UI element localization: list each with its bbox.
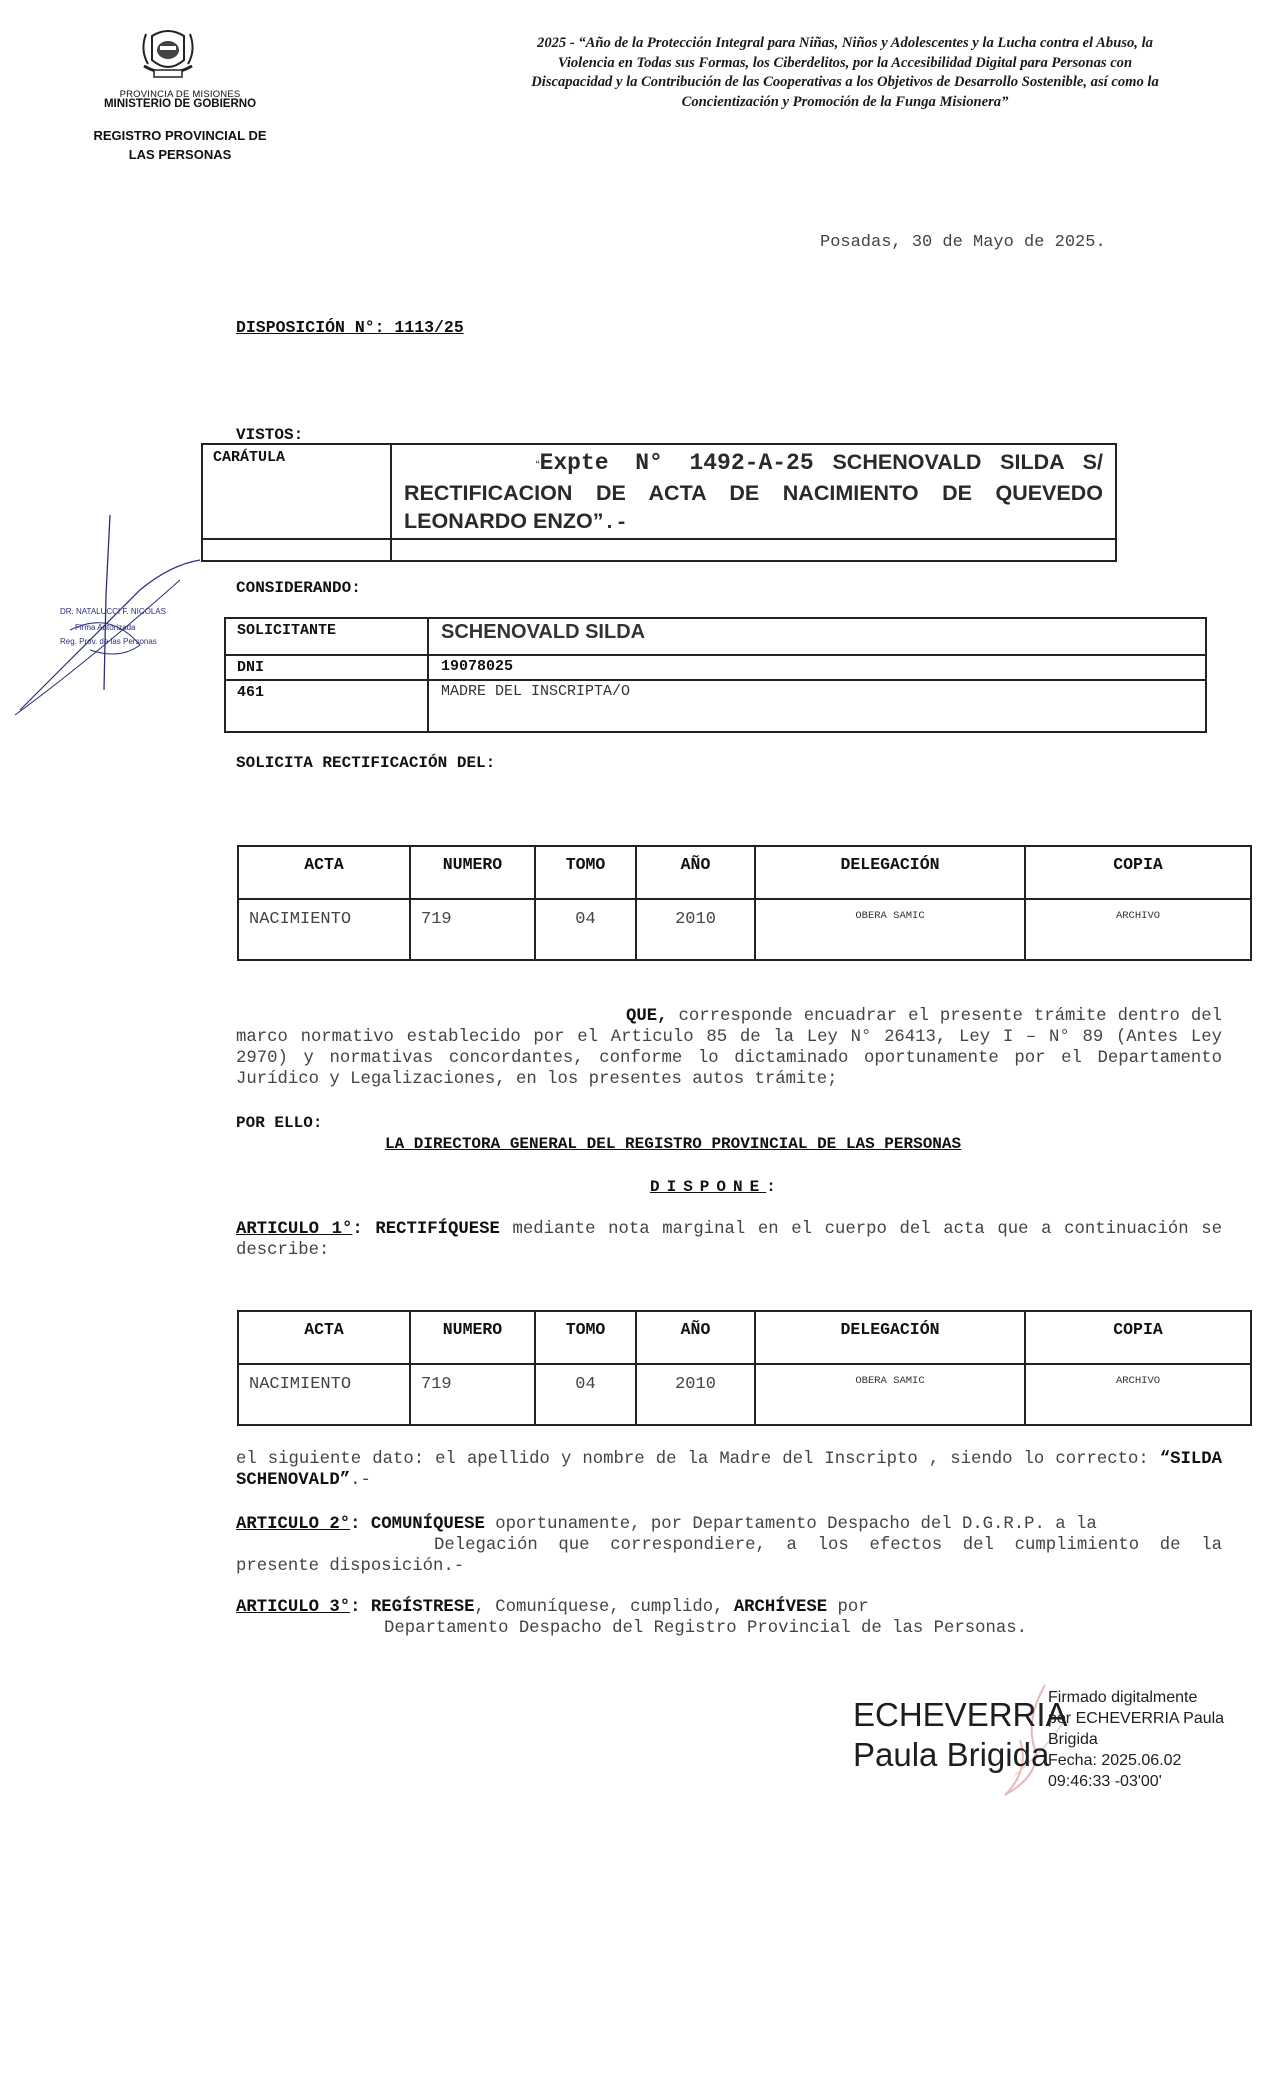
caratula-tail: .- [603, 512, 628, 535]
articulo-3 [236, 1597, 1222, 1639]
dispone-heading [650, 1178, 776, 1196]
cell-anio: 2010 [636, 899, 755, 960]
articulo-3-colon: : [350, 1598, 361, 1617]
applicant-key: SOLICITANTE [225, 618, 428, 655]
cell-tomo: 04 [535, 1364, 636, 1425]
articulo-2-colon: : [350, 1515, 361, 1534]
header-anio: AÑO [636, 1311, 755, 1364]
signature-info-line: Fecha: 2025.06.02 [1048, 1752, 1182, 1769]
articulo-2-text2: Delegación que correspondiere, a los efectos del cumplimiento de la presente disposición.- [236, 1536, 1222, 1576]
articulo-3-verb1: REGÍSTRESE [370, 1598, 475, 1617]
que-lead: QUE, [626, 1007, 668, 1026]
stamp-line2: Firma Autorizada [75, 623, 136, 632]
place-date: Posadas, 30 de Mayo de 2025. [820, 233, 1106, 252]
signer-given-name: Paula Brigida [853, 1736, 1050, 1773]
ministry-name: MINISTERIO DE GOBIERNO [103, 98, 257, 110]
registry-name [70, 126, 290, 164]
disposition-number: DISPOSICIÓN N°: 1113/25 [236, 318, 464, 337]
dni-value: 19078025 [428, 655, 1206, 680]
articulo-3-text1: , Comuníquese, cumplido, [474, 1598, 734, 1617]
articulo-1-colon: : [352, 1220, 363, 1239]
acta-table-rectify [237, 1310, 1252, 1426]
por-ello-label: POR ELLO: [236, 1114, 323, 1132]
signer-name [853, 1695, 1068, 1775]
stamp-line1: DR. NATALUCCI F. NICOLAS [60, 607, 166, 616]
dato-correct: “SILDA SCHENOVALD” [236, 1450, 1222, 1490]
articulo-2-label: ARTICULO 2° [236, 1515, 351, 1534]
signer-surname: ECHEVERRIA [853, 1696, 1068, 1733]
considerando-label: CONSIDERANDO: [236, 579, 361, 597]
signature-info-line: Brigida [1048, 1731, 1098, 1748]
dispone-colon: : [766, 1178, 776, 1196]
caratula-label: CARÁTULA [202, 444, 391, 539]
registry-name-line2: LAS PERSONAS [128, 147, 232, 162]
dato-tail: .- [350, 1471, 371, 1490]
header-copia: COPIA [1025, 1311, 1251, 1364]
articulo-2-text1: oportunamente, por Departamento Despacho del D.G.R.P. a la [484, 1515, 1097, 1534]
applicant-table [224, 617, 1207, 733]
registry-name-line1: REGISTRO PROVINCIAL DE [93, 128, 267, 143]
caratula-empty-cell [202, 539, 391, 561]
que-paragraph [236, 1006, 1222, 1090]
relation-key: 461 [225, 680, 428, 732]
cell-numero: 719 [410, 899, 535, 960]
articulo-2 [236, 1514, 1222, 1577]
signature-info-line: Firmado digitalmente [1048, 1689, 1198, 1706]
header-acta: ACTA [238, 846, 410, 899]
articulo-1-label: ARTICULO 1° [236, 1220, 353, 1239]
caratula-empty-cell [391, 539, 1116, 561]
caratula-value [391, 444, 1116, 539]
stamp-line3: Reg. Prov. de las Personas [60, 637, 157, 646]
cell-copia: ARCHIVO [1025, 1364, 1251, 1425]
signature-info-line: 09:46:33 -03'00' [1048, 1773, 1162, 1790]
dato-paragraph [236, 1449, 1222, 1491]
caratula-open-quote: “ [535, 458, 540, 472]
signature-info-line: por ECHEVERRIA Paula [1048, 1710, 1225, 1727]
articulo-1-text: mediante nota marginal en el cuerpo del acta que a continuación se describe: [236, 1220, 1222, 1260]
dato-text: el siguiente dato: el apellido y nombre de la Madre del Inscripto , siendo lo correcto: [236, 1450, 1160, 1469]
header-tomo: TOMO [535, 1311, 636, 1364]
provincial-seal-icon [138, 26, 198, 84]
cell-copia: ARCHIVO [1025, 899, 1251, 960]
header-acta: ACTA [238, 1311, 410, 1364]
authority-title: LA DIRECTORA GENERAL DEL REGISTRO PROVINCIAL DE LAS PERSONAS [385, 1135, 962, 1153]
year-motto: 2025 - “Año de la Protección Integral para Niñas, Niños y Adolescentes y la Lucha contra el Abuso, la Violencia en Todas sus Formas, los Ciberdelitos, por la Accesibilidad Digital para Personas con Discapacidad y la Contribución de las Cooperativas a los Objetivos de Desarrollo Sostenible, así como la Concientización y Promoción de la Funga Misionera” [531, 35, 1159, 110]
articulo-1 [236, 1219, 1222, 1261]
articulo-3-label: ARTICULO 3° [236, 1598, 351, 1617]
header-delegacion: DELEGACIÓN [755, 1311, 1025, 1364]
header-anio: AÑO [636, 846, 755, 899]
vistos-label: VISTOS: [236, 426, 304, 444]
header-tomo: TOMO [535, 846, 636, 899]
relation-value: MADRE DEL INSCRIPTA/O [428, 680, 1206, 732]
cell-acta: NACIMIENTO [238, 1364, 410, 1425]
cell-acta: NACIMIENTO [238, 899, 410, 960]
cell-delegacion: OBERA SAMIC [755, 899, 1025, 960]
dispone-word: DISPONE [650, 1178, 767, 1196]
articulo-3-verb2: ARCHÍVESE [733, 1598, 828, 1617]
cell-delegacion: OBERA SAMIC [755, 1364, 1025, 1425]
articulo-3-text3: Departamento Despacho del Registro Provincial de las Personas. [384, 1619, 1027, 1638]
cell-numero: 719 [410, 1364, 535, 1425]
caratula-table [201, 443, 1117, 562]
articulo-2-verb: COMUNÍQUESE [370, 1515, 485, 1534]
que-text: corresponde encuadrar el presente trámite dentro del marco normativo establecido por el Articulo 85 de la Ley N° 26413, Ley I – N° 89 (Antes Ley 2970) y normativas concordantes, conforme lo dictaminado oportunamente por el Departamento Jurídico y Legalizaciones, en los presentes autos trámite; [236, 1007, 1222, 1089]
articulo-3-text2: por [827, 1598, 869, 1617]
cell-tomo: 04 [535, 899, 636, 960]
handwritten-signature-stamp [10, 510, 210, 720]
header-copia: COPIA [1025, 846, 1251, 899]
caratula-text: SCHENOVALD SILDA S/ RECTIFICACION DE ACTA DE NACIMIENTO DE QUEVEDO LEONARDO ENZO” [404, 450, 1103, 533]
signature-info [1048, 1687, 1258, 1792]
articulo-1-verb: RECTIFÍQUESE [375, 1220, 500, 1239]
header-numero: NUMERO [410, 846, 535, 899]
acta-table-request [237, 845, 1252, 961]
cell-anio: 2010 [636, 1364, 755, 1425]
applicant-name: SCHENOVALD SILDA [428, 618, 1206, 655]
solicita-label: SOLICITA RECTIFICACIÓN DEL: [236, 754, 496, 772]
province-name: PROVINCIA DE MISIONES [119, 89, 241, 100]
header-numero: NUMERO [410, 1311, 535, 1364]
caratula-expte: Expte N° 1492-A-25 [539, 450, 814, 476]
header-delegacion: DELEGACIÓN [755, 846, 1025, 899]
dni-key: DNI [225, 655, 428, 680]
